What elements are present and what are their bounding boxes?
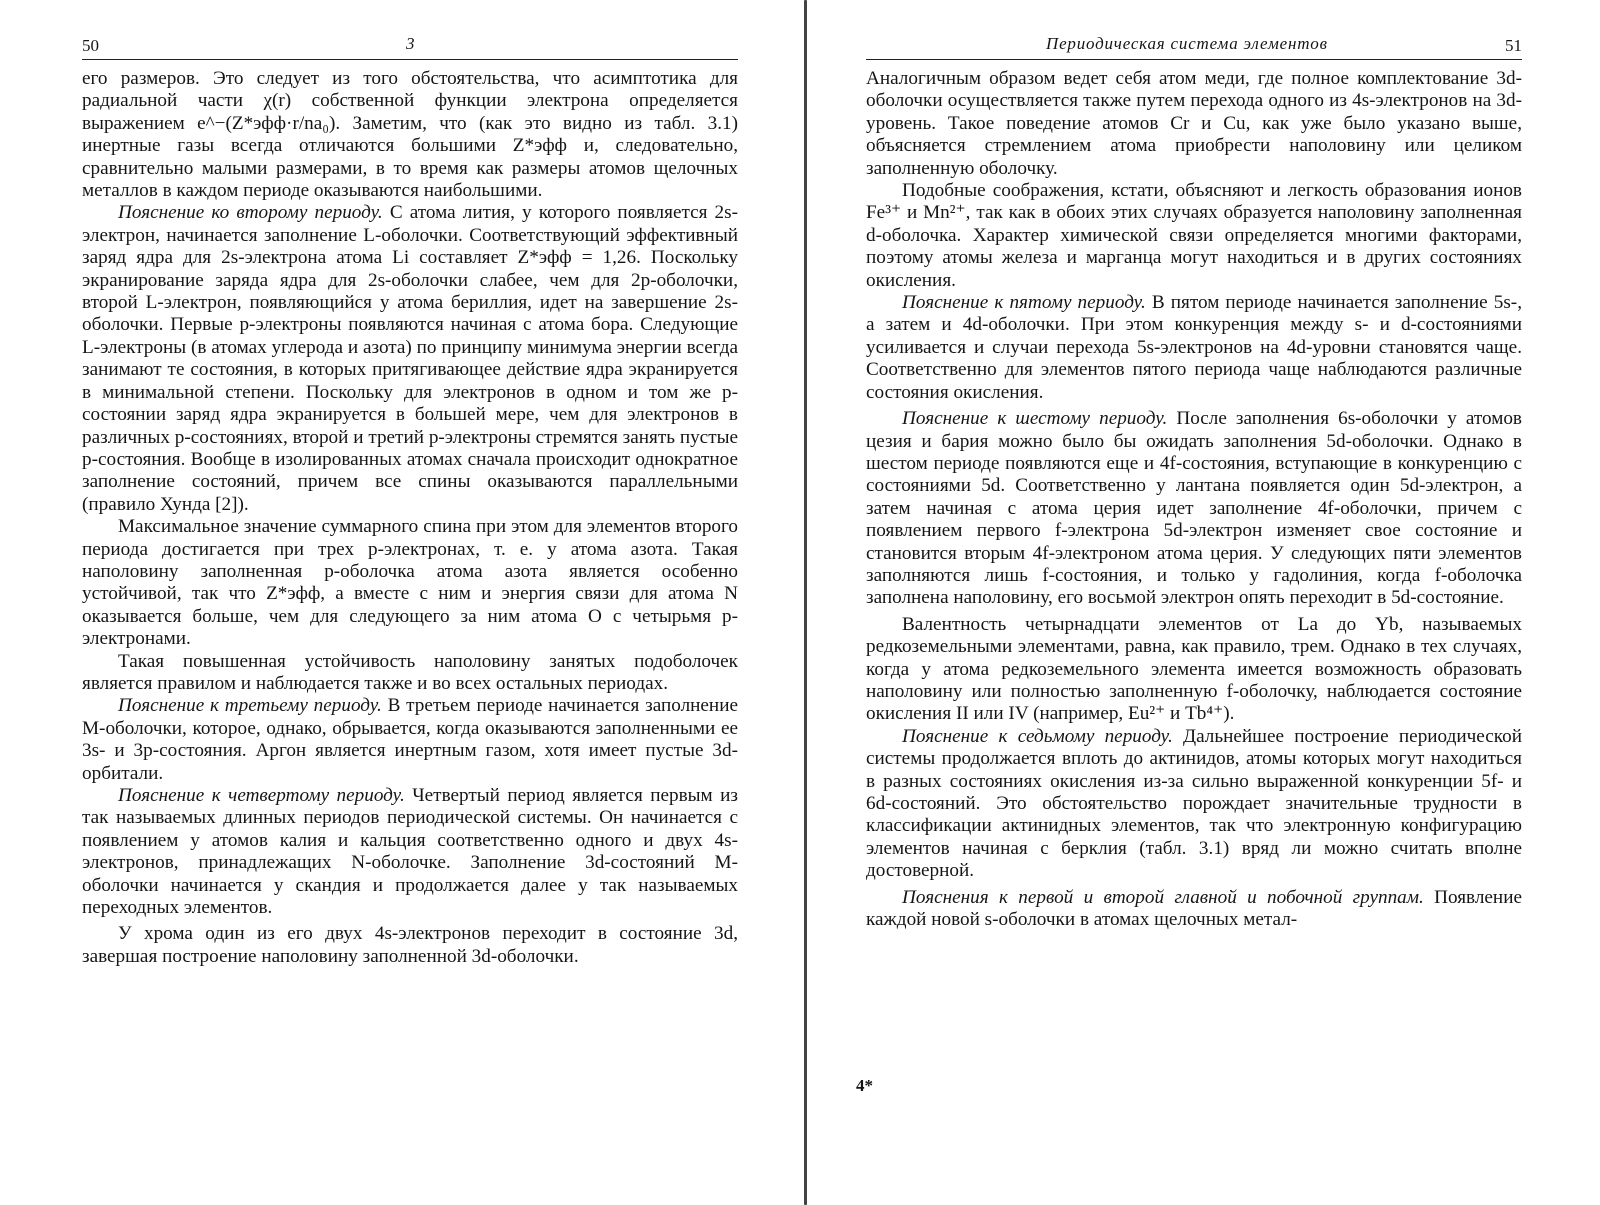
paragraph: Подобные соображения, кстати, объясняют и легкость образования ионов Fe³⁺ и Mn²⁺, так как в обоих этих случаях образуется наполовину заполненная d-оболочка. Характер химической связи определяется многими факторами, поэтому атомы железа и марганца могут находиться и в других состояниях окисления. — [866, 180, 1522, 291]
paragraph: Пояснение к третьему периоду. В третьем периоде начинается заполнение M-оболочки, которое, однако, обрывается, когда оказываются заполненными ее 3s- и 3p-состояния. Аргон является инертным газом, хотя имеет пустые 3d-орбитали. — [82, 695, 738, 784]
paragraph: Пояснение к четвертому периоду. Четвертый период является первым из так называемых длинных периодов периодической системы. Он начинается с появлением у атомов калия и кальция соответственно одного и двух 4s-электронов, принадлежащих N-оболочке. Заполнение 3d-состояний M-оболочки начинается у скандия и продолжается далее у так называемых переходных элементов. — [82, 785, 738, 919]
paragraph: Такая повышенная устойчивость наполовину занятых подоболочек является правилом и наблюдается также и во всех остальных периодах. — [82, 650, 738, 694]
paragraph: Валентность четырнадцати элементов от La до Yb, называемых редкоземельными элементами, равна, как правило, трем. Однако в тех случаях, когда у атома редкоземельного элемента имеется возможность образовать наполовину или полностью заполненную f-оболочку, наблюдается состояние окисления II или IV (например, Eu²⁺ и Tb⁴⁺). — [866, 613, 1522, 725]
paragraph: Пояснение к седьмому периоду. Дальнейшее построение периодической системы продолжается вплоть до актинидов, атомы которых могут находиться в разных состояниях окисления из-за сильно выраженной конкуренции 5f- и 6d-состояний. Это обстоятельство порождает значительные трудности в классификации актинидных элементов, так что электронную конфигурацию элементов начиная с берклия (табл. 3.1) вряд ли можно считать вполне достоверной. — [866, 725, 1522, 882]
paragraph: Пояснение к шестому периоду. После заполнения 6s-оболочки у атомов цезия и бария можно было бы ожидать заполнения 5d-оболочки. Однако в шестом периоде появляются еще и 4f-состояния, вступающие в конкуренцию с состояниями 5d. Соответственно у лантана появляется один 5d-электрон, а затем начиная с атома церия идет заполнение 4f-оболочки, причем с появлением первого f-электрона 5d-электрон изменяет свое состояние и становится вторым 4f-электроном атома церия. У следующих пяти элементов заполняются лишь f-состояния, и только у гадолиния, когда f-оболочка заполнена наполовину, его восьмой электрон опять переходит в 5d-состояние. — [866, 408, 1522, 609]
paragraph: Пояснение к пятому периоду. В пятом периоде начинается заполнение 5s-, а затем и 4d-оболочки. При этом конкуренция между s- и d-состояниями усиливается и случаи перехода 5s-электронов на 4d-уровни становятся чаще. Соответственно для элементов пятого периода чаще наблюдаются различные состояния окисления. — [866, 292, 1522, 403]
paragraph: У хрома один из его двух 4s-электронов переходит в состояние 3d, завершая построение наполовину заполненной 3d-оболочки. — [82, 923, 738, 967]
right-body-text — [866, 68, 1522, 931]
paragraph: Пояснение ко второму периоду. С атома лития, у которого появляется 2s-электрон, начинается заполнение L-оболочки. Соответствующий эффективный заряд ядра для 2s-электрона атома Li составляет Z*эфф = 1,26. Поскольку экранирование заряда ядра для 2s-оболочки слабее, чем для 2p-оболочки, второй L-электрон, появляющийся у атома бериллия, идет на завершение 2s-оболочки. Первые p-электроны появляются начиная с атома бора. Следующие L-электроны (в атомах углерода и азота) по принципу минимума энергии всегда занимают те состояния, в которых притягивающее действие ядра экранируется в минимальной степени. Поскольку для электронов в одном и том же p-состоянии заряд ядра экранируется в большей мере, чем для электронов в различных p-состояниях, второй и третий p-электроны стремятся занять пустые p-состояния. Вообще в изолированных атомах сначала происходит однократное заполнение состояний, причем все спины оказываются параллельными (правило Хунда [2]). — [82, 202, 739, 515]
right-running-head — [866, 30, 1522, 60]
running-title: Периодическая система элементов — [1046, 34, 1328, 53]
book-gutter — [804, 0, 807, 1205]
paragraph: Максимальное значение суммарного спина при этом для элементов второго периода достигается при трех p-электронах, т. е. у атома азота. Такая наполовину заполненная p-оболочка атома азота является особенно устойчивой, так что Z*эфф, а вместе с ним и энергия связи для атома N оказывается больше, чем для следующего за ним атома O с четырьмя p-электронами. — [82, 516, 738, 650]
signature-mark: 4* — [856, 1076, 873, 1095]
paragraph: его размеров. Это следует из того обстоятельства, что асимптотика для радиальной части χ(r) собственной функции электрона определяется выражением e^−(Z*эфф·r/na₀). Заметим, что (как это видно из табл. 3.1) инертные газы всегда отличаются большими Z*эфф и, следовательно, сравнительно малыми размерами, в то время как размеры атомов щелочных металлов в каждом периоде оказываются наибольшими. — [82, 68, 738, 202]
right-page — [866, 30, 1522, 931]
left-body-text — [82, 68, 738, 968]
left-running-head — [82, 30, 738, 60]
page-number-right: 51 — [1505, 36, 1522, 55]
page-number-left: 50 — [82, 36, 99, 55]
paragraph: Аналогичным образом ведет себя атом меди, где полное комплектование 3d-оболочки осуществляется также путем перехода одного из 4s-электронов на 3d-уровень. Такое поведение атомов Cr и Cu, как уже было указано выше, объясняется стремлением атома приобрести наполовину или целиком заполненную оболочку. — [866, 68, 1522, 179]
left-page — [82, 30, 738, 968]
chapter-number: 3 — [406, 34, 415, 53]
paragraph: Пояснения к первой и второй главной и побочной группам. Появление каждой новой s-оболочки в атомах щелочных метал- — [866, 886, 1522, 931]
